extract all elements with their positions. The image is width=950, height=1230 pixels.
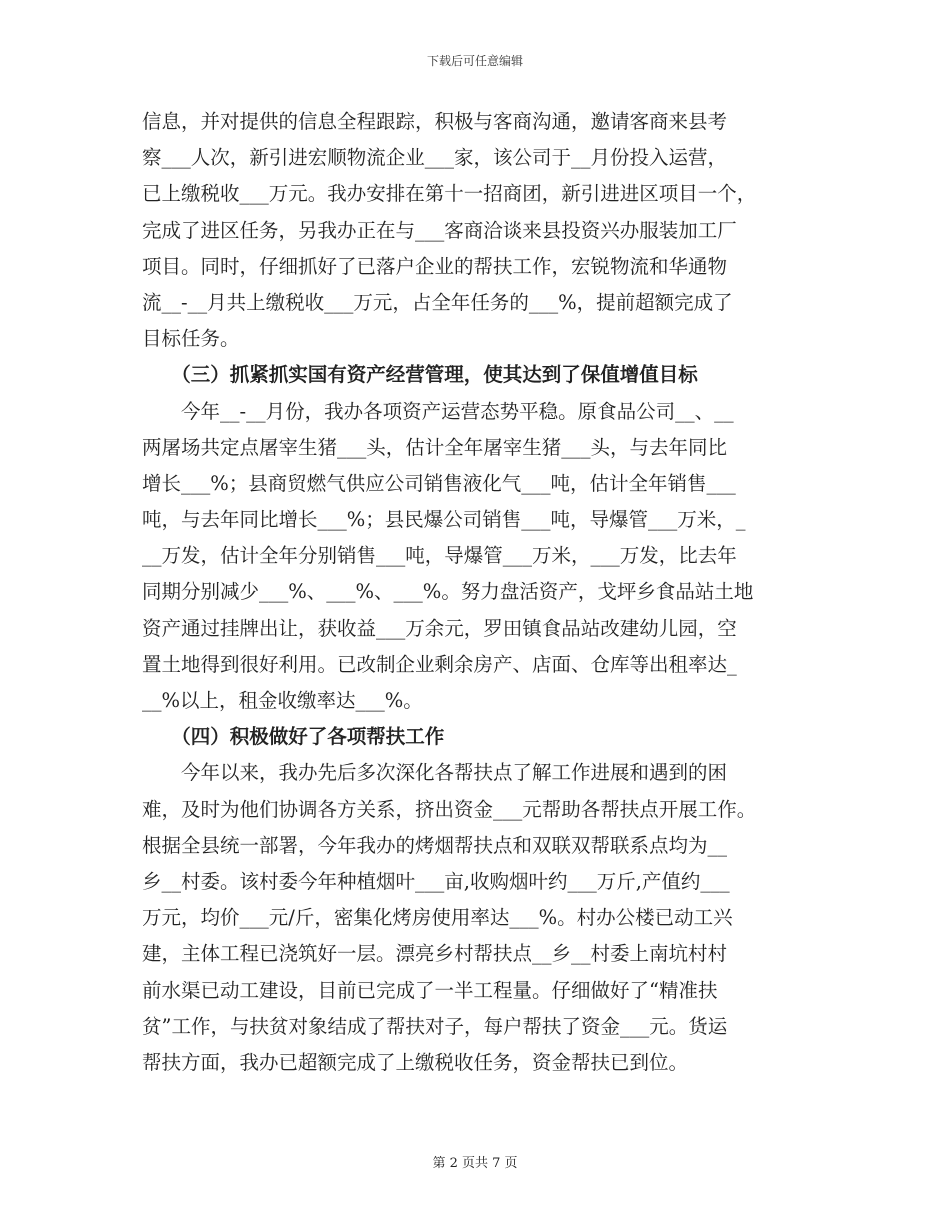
text-line: 目标任务。 [142, 327, 240, 351]
document-body [142, 104, 812, 1081]
text-line: 置土地得到很好利用。已改制企业剩余房产、店面、仓库等出租率达_ [142, 652, 737, 676]
text-line: 察___人次，新引进宏顺物流企业___家，该公司于__月份投入运营， [142, 146, 728, 170]
section-heading-three: （三）抓紧抓实国有资产经营管理，使其达到了保值增值目标 [142, 363, 698, 387]
text-line: 项目。同时，仔细抓好了已落户企业的帮扶工作，宏锐物流和华通物 [142, 254, 728, 278]
text-line: 资产通过挂牌出让，获收益___万余元，罗田镇食品站改建幼儿园，空 [142, 616, 737, 640]
page-number: 第 2 页共 7 页 [432, 1156, 518, 1171]
text-line: 今年以来，我办先后多次深化各帮扶点了解工作进展和遇到的困 [142, 761, 728, 785]
text-line: 前水渠已动工建设，目前已完成了一半工程量。仔细做好了“精准扶 [142, 978, 718, 1002]
text-line: 帮扶方面，我办已超额完成了上缴税收任务，资金帮扶已到位。 [142, 1050, 689, 1074]
text-line: __%以上，租金收缴率达___%。 [142, 689, 423, 712]
section-heading-four: （四）积极做好了各项帮扶工作 [142, 725, 445, 749]
text-line: 完成了进区任务，另我办正在与___客商洽谈来县投资兴办服装加工厂 [142, 218, 737, 242]
text-line: 信息，并对提供的信息全程跟踪，积极与客商沟通，邀请客商来县考 [142, 110, 728, 133]
page-header: 下载后可任意编辑 [426, 54, 523, 68]
text-line: 两屠场共定点屠宰生猪___头，估计全年屠宰生猪___头，与去年同比 [142, 435, 728, 459]
text-line: 难，及时为他们协调各方关系，挤出资金___元帮助各帮扶点开展工作。 [142, 797, 757, 821]
text-line: 流__-__月共上缴税收___万元，占全年任务的___%，提前超额完成了 [142, 290, 733, 314]
text-line: 同期分别减少___%、___%、___%。努力盘活资产，戈坪乡食品站土地 [142, 580, 754, 604]
text-line: 增长___%；县商贸燃气供应公司销售液化气___吨，估计全年销售___ [142, 471, 736, 495]
text-line: 吨，与去年同比增长___%；县民爆公司销售___吨，导爆管___万米，_ [142, 508, 746, 532]
text-line: 贫”工作，与扶贫对象结成了帮扶对子，每户帮扶了资金___元。货运 [142, 1014, 728, 1038]
text-line: 根据全县统一部署，今年我办的烤烟帮扶点和双联双帮联系点均为__ [142, 833, 728, 857]
text-line: __万发，估计全年分别销售___吨，导爆管___万米，___万发，比去年 [142, 544, 737, 568]
text-line: 建，主体工程已浇筑好一层。漂亮乡村帮扶点__乡__村委上南坑村村 [142, 942, 728, 966]
text-line: 已上缴税收___万元。我办安排在第十一招商团，新引进进区项目一个， [142, 182, 757, 206]
text-line: 万元，均价___元/斤，密集化烤房使用率达___%。村办公楼已动工兴 [142, 906, 733, 930]
text-line: 今年__-__月份，我办各项资产运营态势平稳。原食品公司__、__ [142, 399, 734, 423]
text-line: 乡__村委。该村委今年种植烟叶___亩,收购烟叶约___万斤,产值约___ [142, 869, 730, 893]
